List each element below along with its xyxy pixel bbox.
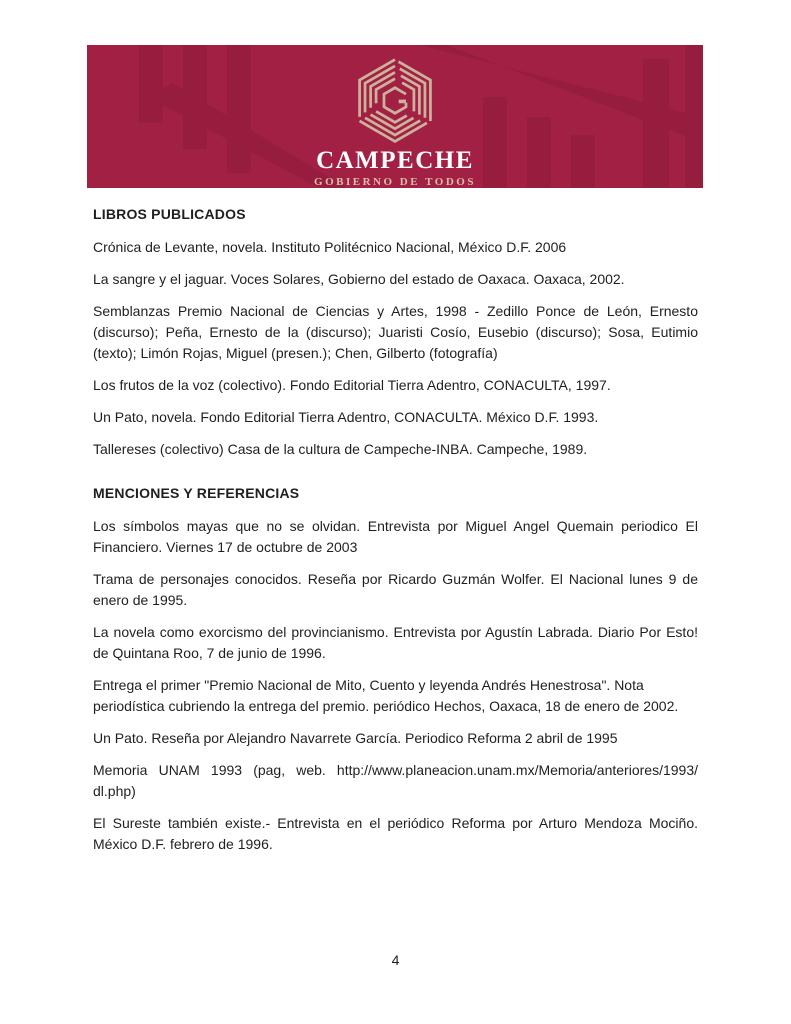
text-line: (texto); Limón Rojas, Miguel (presen.); Chen, Gilberto (fotografía) (93, 345, 498, 361)
bibliography-entry (93, 569, 698, 611)
text-line: de Quintana Roo, 7 de junio de 1996. (93, 645, 326, 661)
banner-tagline: GOBIERNO DE TODOS (314, 176, 476, 188)
document-body (93, 204, 698, 866)
text-line: (discurso); Peña, Ernesto de la (discurso); Juaristi Cosío, Eusebio (discurso); Sosa, Eutimio (93, 324, 698, 340)
bibliography-entry (93, 439, 698, 460)
text-line: Semblanzas Premio Nacional de Ciencias y Artes, 1998 - Zedillo Ponce de León, Ernesto (93, 303, 698, 319)
text-line: Un Pato, novela. Fondo Editorial Tierra Adentro, CONACULTA. México D.F. 1993. (93, 409, 599, 425)
text-line: Los símbolos mayas que no se olvidan. Entrevista por Miguel Angel Quemain periodico El (93, 518, 698, 534)
bibliography-entry (93, 269, 698, 290)
text-line: Crónica de Levante, novela. Instituto Politécnico Nacional, México D.F. 2006 (93, 239, 567, 255)
bibliography-entry (93, 675, 698, 717)
text-line: Financiero. Viernes 17 de octubre de 2003 (93, 539, 358, 555)
text-line: México D.F. febrero de 1996. (93, 836, 273, 852)
text-line: periodística cubriendo la entrega del premio. periódico Hechos, Oaxaca, 18 de enero de 2002. (93, 698, 679, 714)
bibliography-entry (93, 375, 698, 396)
bibliography-entry (93, 813, 698, 855)
text-line: La sangre y el jaguar. Voces Solares, Gobierno del estado de Oaxaca. Oaxaca, 2002. (93, 271, 625, 287)
section-heading: MENCIONES Y REFERENCIAS (93, 485, 300, 501)
campeche-banner (87, 45, 703, 188)
text-line: El Sureste también existe.- Entrevista en el periódico Reforma por Arturo Mendoza Mociño. (93, 815, 698, 831)
campeche-hexagon-logo (349, 55, 441, 146)
text-line: La novela como exorcismo del provincianismo. Entrevista por Agustín Labrada. Diario Por Esto! (93, 624, 698, 640)
text-line: Trama de personajes conocidos. Reseña por Ricardo Guzmán Wolfer. El Nacional lunes 9 de (93, 571, 698, 587)
text-line: Memoria UNAM 1993 (pag, web. http://www.planeacion.unam.mx/Memoria/anteriores/1993/ (93, 762, 698, 778)
bibliography-entry (93, 301, 698, 364)
bibliography-entry (93, 728, 698, 749)
text-line: enero de 1995. (93, 592, 188, 608)
bibliography-entry (93, 516, 698, 558)
bibliography-entry (93, 237, 698, 258)
text-line: Un Pato. Reseña por Alejandro Navarrete García. Periodico Reforma 2 abril de 1995 (93, 730, 618, 746)
page-number: 4 (391, 952, 400, 968)
section-heading: LIBROS PUBLICADOS (93, 206, 246, 222)
bibliography-entry (93, 622, 698, 664)
text-line: dl.php) (93, 783, 136, 799)
bibliography-entry (93, 407, 698, 428)
bibliography-entry (93, 760, 698, 802)
text-line: Entrega el primer "Premio Nacional de Mito, Cuento y leyenda Andrés Henestrosa". Nota (93, 677, 644, 693)
text-line: Los frutos de la voz (colectivo). Fondo Editorial Tierra Adentro, CONACULTA, 1997. (93, 377, 611, 393)
banner-wordmark: CAMPECHE (316, 147, 474, 174)
text-line: Tallereses (colectivo) Casa de la cultura de Campeche-INBA. Campeche, 1989. (93, 441, 588, 457)
